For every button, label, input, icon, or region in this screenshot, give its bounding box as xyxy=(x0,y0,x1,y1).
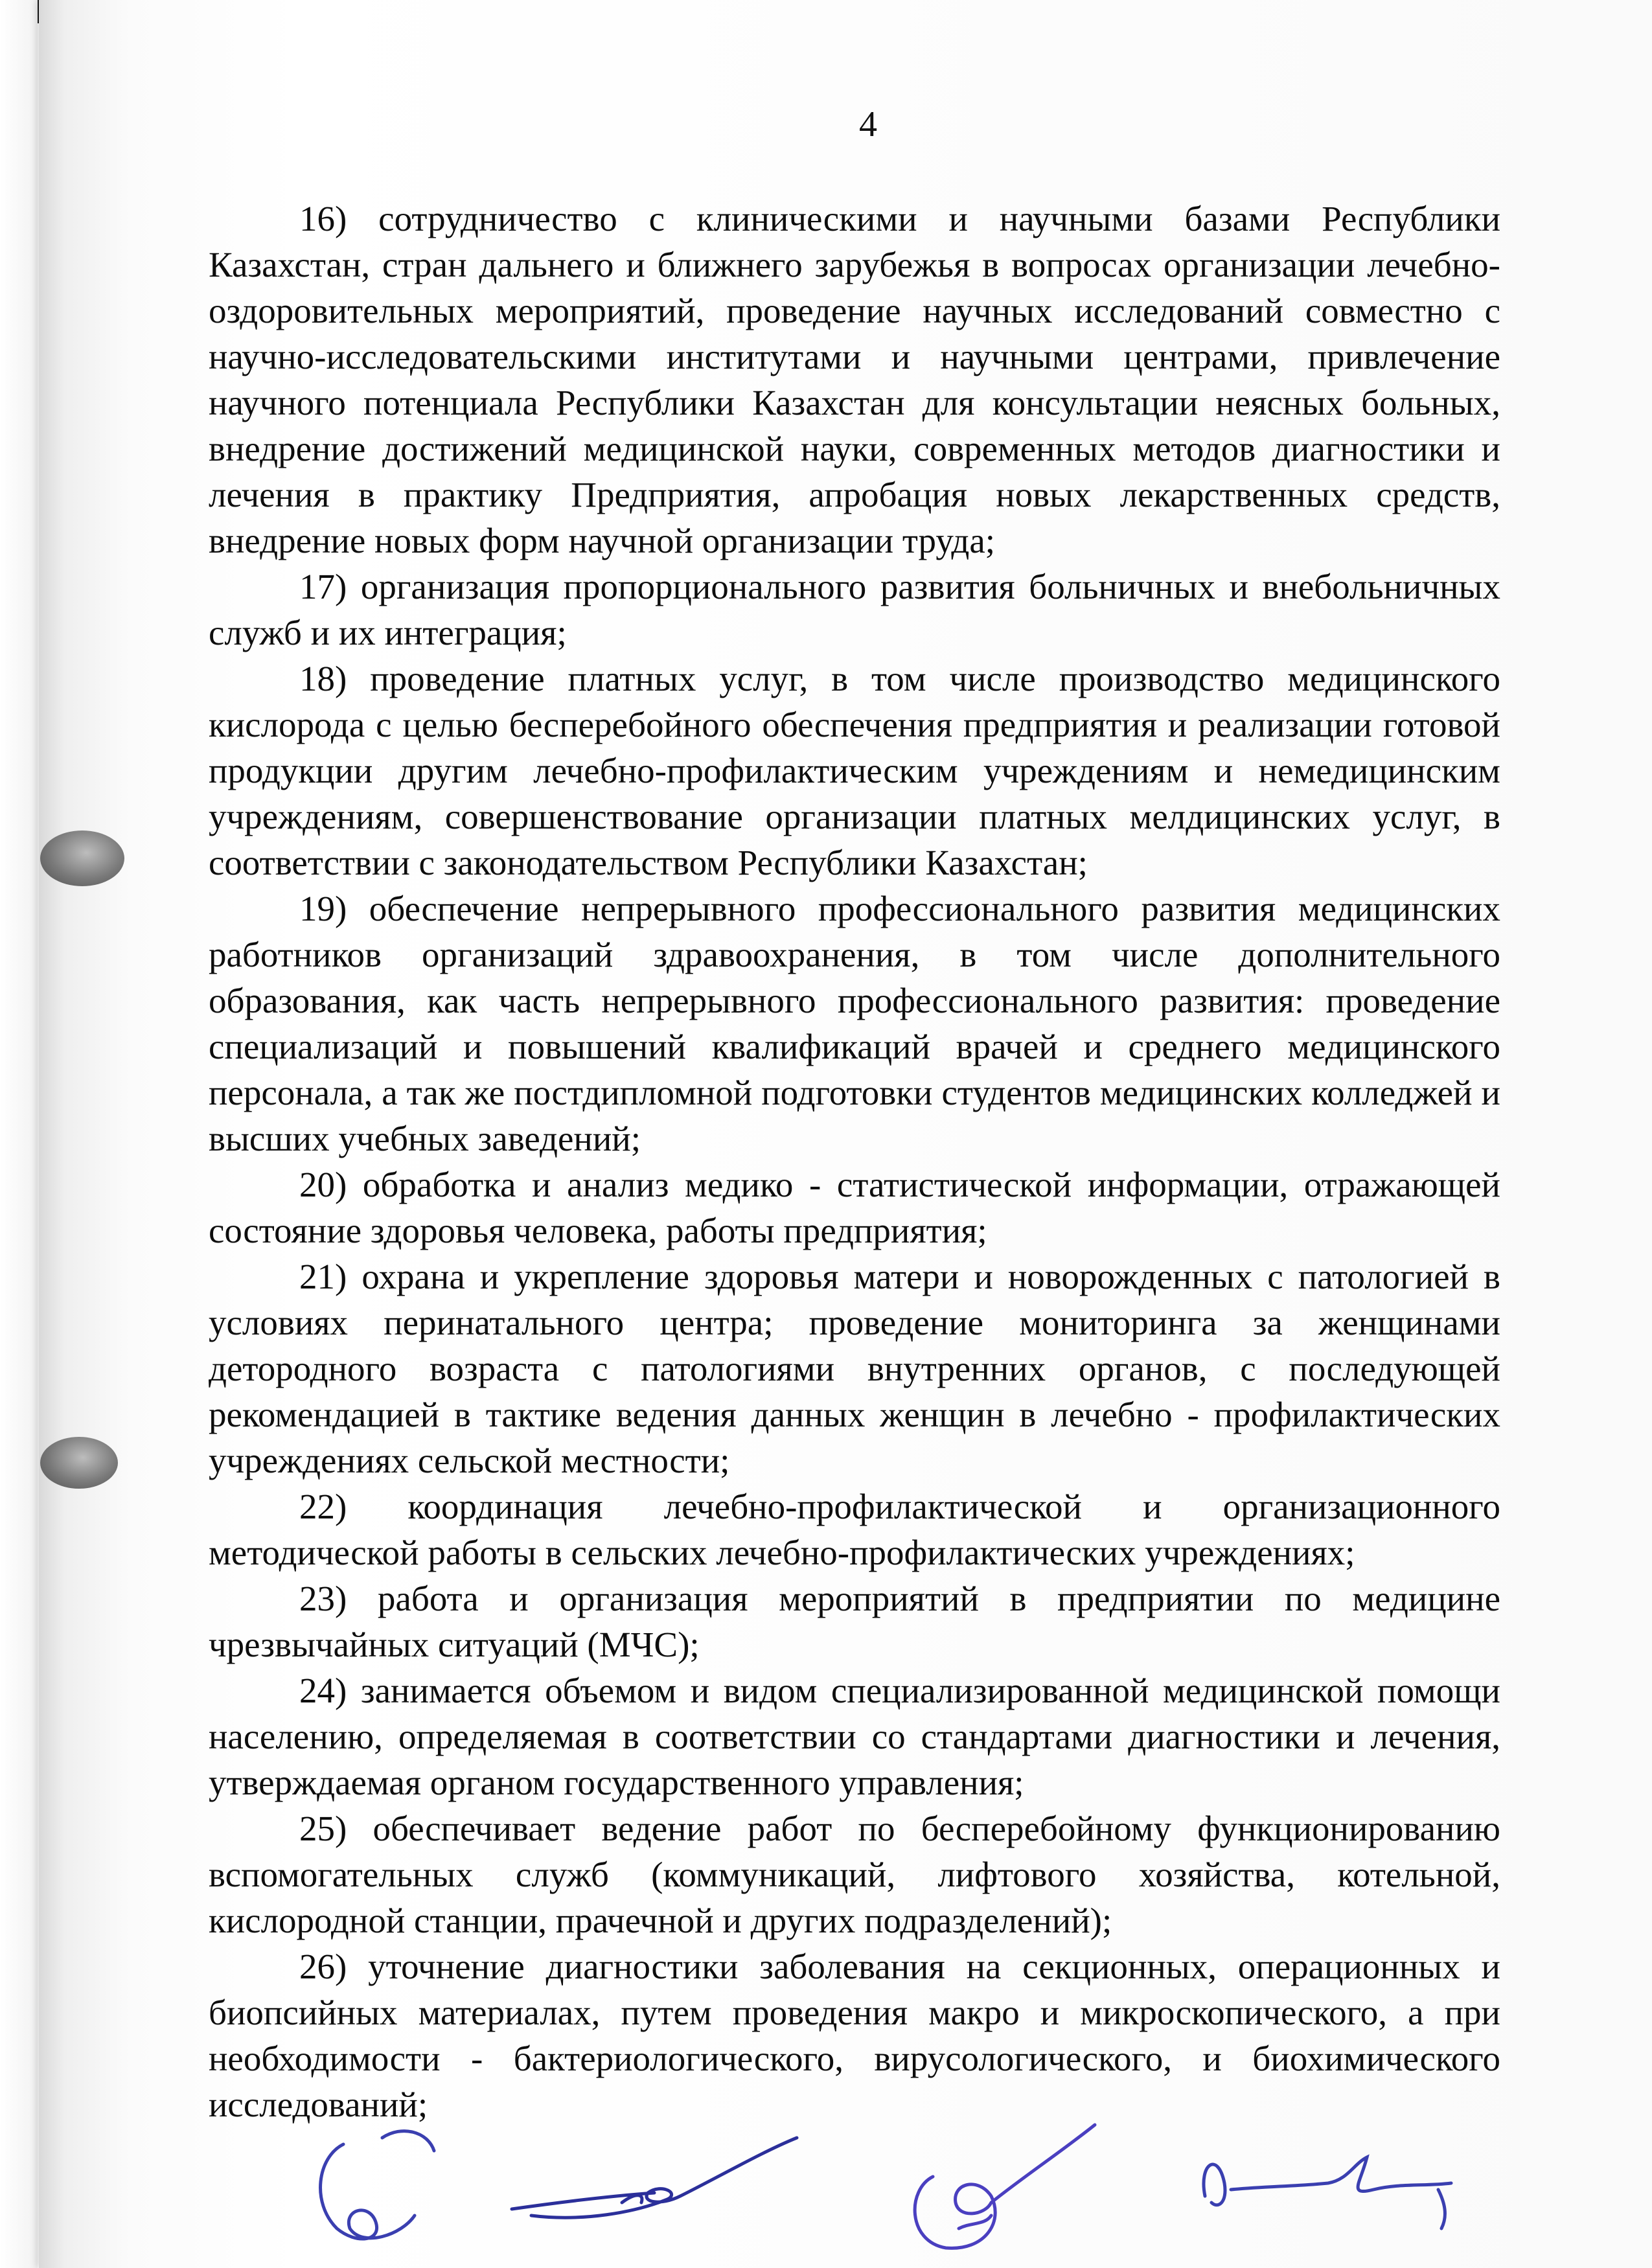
paragraph-20: 20) обработка и анализ медико - статистической информации, отражающей состояние здоровья человека, работы предприятия; xyxy=(209,1165,1500,1250)
signature-1 xyxy=(304,2118,460,2254)
signature-2 xyxy=(505,2131,810,2241)
page-number: 4 xyxy=(859,104,877,144)
paragraph-23: 23) работа и организация мероприятий в предприятии по медицине чрезвычайных ситуаций (МЧС); xyxy=(209,1579,1500,1664)
punch-hole-lower xyxy=(40,1437,118,1489)
paragraph-24: 24) занимается объемом и видом специализированной медицинской помощи населению, определяемая в соответствии со стандартами диагностики и лечения, утверждаемая органом государственного управления; xyxy=(209,1671,1500,1802)
signature-3 xyxy=(894,2112,1101,2261)
paragraph-18: 18) проведение платных услуг, в том числе производство медицинского кислорода с целью бесперебойного обеспечения предприятия и реализации готовой продукции другим лечебно-профилактическим учреждениям и немедицинским учреждениям, совершенствование организации платных мелдицинских услуг, в соответствии с законодательством Республики Казахстан; xyxy=(209,659,1500,882)
paragraph-16: 16) сотрудничество с клиническими и научными базами Республики Казахстан, стран дальнего и ближнего зарубежья в вопросах организации лечебно-оздоровительных мероприятий, проведение научных исследований совместно с научно-исследовательскими институтами и научными центрами, привлечение научного потенциала Республики Казахстан для консультации неясных больных, внедрение достижений медицинской науки, современных методов диагностики и лечения в практику Предприятия, апробация новых лекарственных средств, внедрение новых форм научной организации труда; xyxy=(209,199,1500,560)
document-body xyxy=(209,196,1500,2127)
signatures-row xyxy=(0,2105,1652,2267)
paragraph-22: 22) координация лечебно-профилактической и организационного методической работы в сельских лечебно-профилактических учреждениях; xyxy=(209,1487,1500,1572)
paragraph-19: 19) обеспечение непрерывного профессионального развития медицинских работников организаций здравоохранения, в том числе дополнительного образования, как часть непрерывного профессионального развития: проведение специализаций и повышений квалификаций врачей и среднего медицинского персонала, а так же постдипломной подготовки студентов медицинских колледжей и высших учебных заведений; xyxy=(209,889,1500,1158)
punch-hole-upper xyxy=(40,830,124,886)
paragraph-21: 21) охрана и укрепление здоровья матери и новорожденных с патологией в условиях перинатального центра; проведение мониторинга за женщинами детородного возраста с патологиями внутренних органов, с последующей рекомендацией в тактике ведения данных женщин в лечебно - профилактических учреждениях сельской местности; xyxy=(209,1257,1500,1480)
paragraph-17: 17) организация пропорционального развития больничных и внебольничных служб и их интеграция; xyxy=(209,567,1500,652)
paragraph-25: 25) обеспечивает ведение работ по бесперебойному функционированию вспомогательных служб (коммуникаций, лифтового хозяйства, котельной, кислородной станции, прачечной и других подразделений); xyxy=(209,1809,1500,1940)
scan-left-margin xyxy=(0,0,38,2268)
signature-4 xyxy=(1192,2125,1477,2235)
paragraph-26: 26) уточнение диагностики заболевания на секционных, операционных и биопсийных материалах, путем проведения макро и микроскопического, а при необходимости - бактериологического, вирусологического, и биохимического исследований; xyxy=(209,1947,1500,2124)
